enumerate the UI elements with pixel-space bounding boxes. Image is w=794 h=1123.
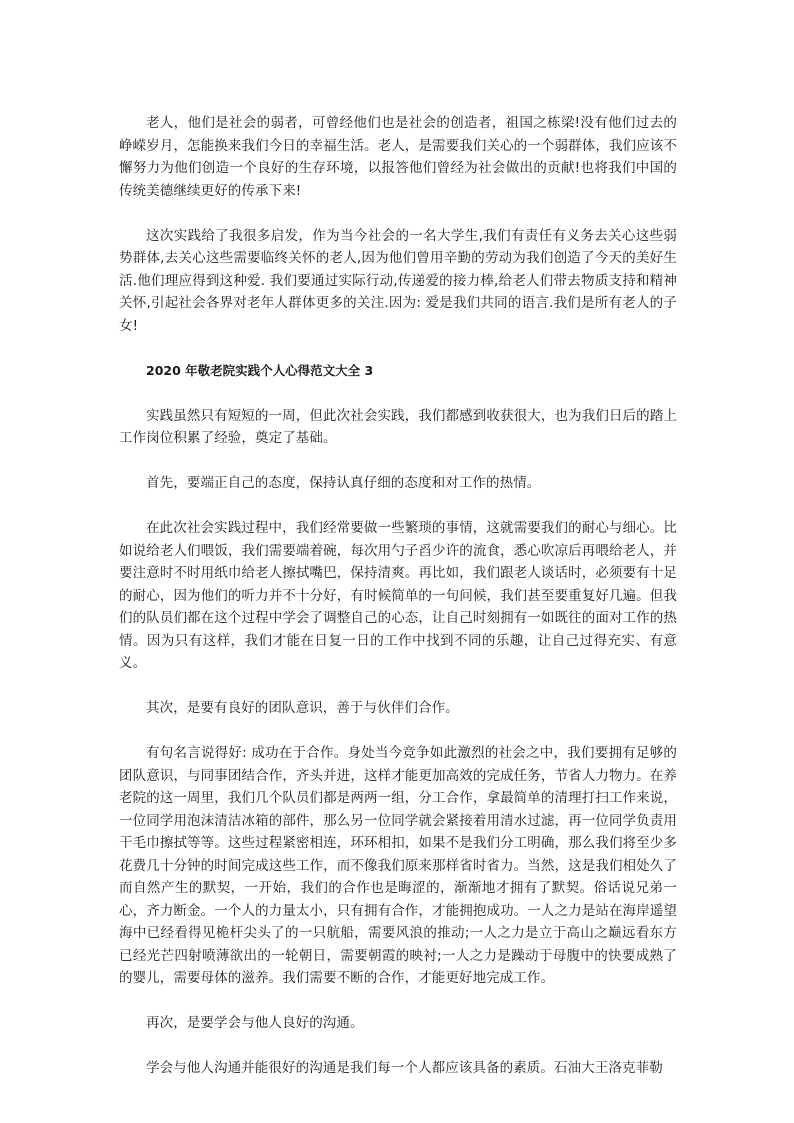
paragraph-first-point: 首先，要端正自己的态度，保持认真仔细的态度和对工作的热情。 bbox=[146, 475, 541, 491]
paragraph-practice-inspiration: 这次实践给了我很多启发，作为当今社会的一名大学生,我们有责任有义务去关心这些弱势群体,去关心这些需要临终关怀的老人,因为他们曾用辛勤的劳动为我们创造了今天的美好生活.他们理应得到这种爱. 我们要通过实际行动,传递爱的接力棒,给老人们带去物质支持和精神关怀,引起社会各界对老年人群体更多的关注.因为: 爱是我们共同的语言.我们是所有老人的子女! bbox=[119, 227, 677, 334]
document-page bbox=[119, 112, 677, 1080]
section-heading: 2020 年敬老院实践个人心得范文大全 3 bbox=[146, 362, 374, 378]
paragraph-second-point: 其次，是要有良好的团队意识，善于与伙伴们合作。 bbox=[146, 700, 459, 716]
paragraph-communication: 学会与他人沟通并能很好的沟通是我们每一个人都应该具备的素质。石油大王洛克菲勒 bbox=[146, 1060, 663, 1076]
paragraph-third-point: 再次，是要学会与他人良好的沟通。 bbox=[146, 1015, 364, 1031]
paragraph-practice-summary: 实践虽然只有短短的一周，但此次社会实践，我们都感到收获很大，也为我们日后的踏上工作岗位积累了经验，奠定了基础。 bbox=[119, 407, 677, 446]
paragraph-patience: 在此次社会实践过程中，我们经常要做一些繁琐的事情，这就需要我们的耐心与细心。比如说给老人们喂饭，我们需要端着碗，每次用勺子舀少许的流食，悉心吹凉后再喂给老人，并要注意时不时用纸巾给老人擦拭嘴巴，保持清爽。再比如，我们跟老人谈话时，必须要有十足的耐心，因为他们的听力并不十分好，有时候简单的一句问候，我们甚至要重复好几遍。但我们的队员们都在这个过程中学会了调整自己的心态，让自己时刻拥有一如既往的面对工作的热情。因为只有这样，我们才能在日复一日的工作中找到不同的乐趣，让自己过得充实、有意义。 bbox=[119, 520, 677, 671]
paragraph-elderly-respect: 老人，他们是社会的弱者，可曾经他们也是社会的创造者，祖国之栋梁!没有他们过去的峥嵘岁月，怎能换来我们今日的幸福生活。老人，是需要我们关心的一个弱群体，我们应该不懈努力为他们创造一个良好的生存环境，以报答他们曾经为社会做出的贡献!也将我们中国的传统美德继续更好的传承下来! bbox=[119, 115, 677, 199]
paragraph-teamwork: 有句名言说得好: 成功在于合作。身处当今竞争如此激烈的社会之中，我们要拥有足够的团队意识，与同事团结合作，齐头并进，这样才能更加高效的完成任务，节省人力物力。在养老院的这一周里，我们几个队员们都是两两一组，分工合作，拿最简单的清理打扫工作来说，一位同学用泡沫清洁冰箱的部件，那么另一位同学就会紧接着用清水过滤，再一位同学负责用干毛巾擦拭等等。这些过程紧密相连，环环相扣，如果不是我们分工明确，那么我们将至少多花费几十分钟的时间完成这些工作，而不像我们原来那样省时省力。当然，这是我们相处久了而自然产生的默契，一开始，我们的合作也是晦涩的，渐渐地才拥有了默契。俗话说兄弟一心，齐力断金。一个人的力量太小，只有拥有合作，才能拥抱成功。一人之力是站在海岸遥望海中已经看得见桅杆尖头了的一只航船，需要风浪的推动;一人之力是立于高山之巅远看东方已经光芒四射喷薄欲出的一轮朝日，需要朝霞的映衬;一人之力是躁动于母腹中的快要成熟了的婴儿，需要母体的滋养。我们需要不断的合作，才能更好地完成工作。 bbox=[119, 745, 677, 986]
